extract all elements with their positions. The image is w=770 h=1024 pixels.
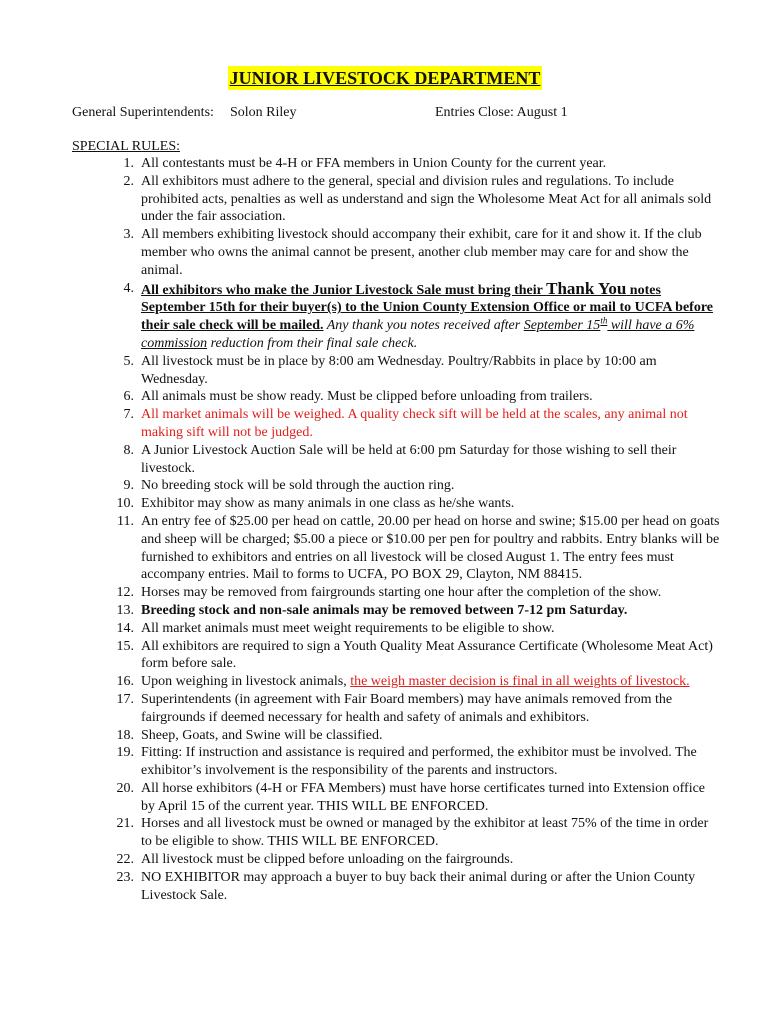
- rule-item: 2. All exhibitors must adhere to the general, special and division rules and regulations. To include prohibited acts, penalties as well as understand and sign the Wholesome Meat Act for all animals sold under the fair association.: [123, 173, 712, 225]
- rule-item: 19. Fitting: If instruction and assistance is required and performed, the exhibitor must be involved. The exhibitor’s involvement is the responsibility of the parents and instructors.: [116, 745, 697, 779]
- rule-item: 23. NO EXHIBITOR may approach a buyer to buy back their animal during or after the Union County Livestock Sale.: [116, 869, 696, 903]
- rule-item: 6. All animals must be show ready. Must be clipped before unloading from trailers.: [123, 389, 593, 405]
- rule-item: 5. All livestock must be in place by 8:00 am Wednesday. Poultry/Rabbits in place by 10:00 am Wednesday.: [123, 353, 657, 387]
- rule-item: 11. An entry fee of $25.00 per head on cattle, 20.00 per head on horse and swine; $15.00 per head on goats and sheep will be charged; $5.00 a piece or $10.00 per pen for poultry and rabbits. Entry blanks will be furnished to exhibitors and entries on all livestock will be closed August 1. The entry fees must accompany entries. Mail to forms to UCFA, PO BOX 29, Clayton, NM 88415.: [117, 513, 720, 583]
- rule-item: 12. Horses may be removed from fairgrounds starting one hour after the completion of the show.: [116, 585, 662, 601]
- rule-item: 21. Horses and all livestock must be owned or managed by the exhibitor at least 75% of the time in order to be eligible to show. THIS WILL BE ENFORCED.: [116, 816, 709, 850]
- rule-item: 7. All market animals will be weighed. A quality check sift will be held at the scales, any animal not making sift will not be judged.: [123, 407, 688, 440]
- rule-item: 8. A Junior Livestock Auction Sale will be held at 6:00 pm Saturday for those wishing to sell their livestock.: [123, 442, 677, 476]
- rule-item: 10. Exhibitor may show as many animals in one class as he/she wants.: [116, 496, 515, 512]
- entries-close: Entries Close: August 1: [435, 105, 568, 120]
- rule-item: 14. All market animals must meet weight requirements to be eligible to show.: [116, 620, 555, 636]
- rule-item: 3. All members exhibiting livestock should accompany their exhibit, care for it and show it. If the club member who owns the animal cannot be present, another club member may care for and show the animal.: [123, 227, 702, 278]
- rule-item: 20. All horse exhibitors (4-H or FFA Members) must have horse certificates turned into Extension office by April 15 of the current year. THIS WILL BE ENFORCED.: [116, 780, 706, 814]
- rule-item: 13. Breeding stock and non-sale animals may be removed between 7-12 pm Saturday.: [116, 602, 628, 618]
- superintendent-name: Solon Riley: [230, 105, 297, 120]
- rule-item: 15. All exhibitors are required to sign a Youth Quality Meat Assurance Certificate (Wholesome Meat Act) form before sale.: [116, 638, 713, 672]
- rule-item: 4. All exhibitors who make the Junior Livestock Sale must bring their Thank You notes September 15th for their buyer(s) to the Union County Extension Office or mail to UCFA before their sale check will be mailed. Any thank you notes received after September 15th will have a 6% commission reduction from their final sale check.: [123, 278, 714, 351]
- rule-item: 9. No breeding stock will be sold through the auction ring.: [123, 478, 455, 494]
- rules-list: [0, 155, 720, 904]
- rule-item: 17. Superintendents (in agreement with Fair Board members) may have animals removed from the fairgrounds if deemed necessary for health and safety of animals and exhibitors.: [116, 691, 673, 725]
- rule-item: 1. All contestants must be 4-H or FFA members in Union County for the current year.: [123, 156, 607, 171]
- special-rules-heading: SPECIAL RULES:: [72, 139, 180, 154]
- page-title: JUNIOR LIVESTOCK DEPARTMENT: [229, 68, 541, 88]
- rule-item: 16. Upon weighing in livestock animals, the weigh master decision is final in all weights of livestock.: [116, 674, 690, 690]
- rule-item: 18. Sheep, Goats, and Swine will be classified.: [116, 727, 383, 743]
- rule-item: 22. All livestock must be clipped before unloading on the fairgrounds.: [116, 852, 514, 868]
- superintendents-label: General Superintendents:: [72, 105, 214, 120]
- thank-you-emphasis: Thank You: [546, 278, 627, 298]
